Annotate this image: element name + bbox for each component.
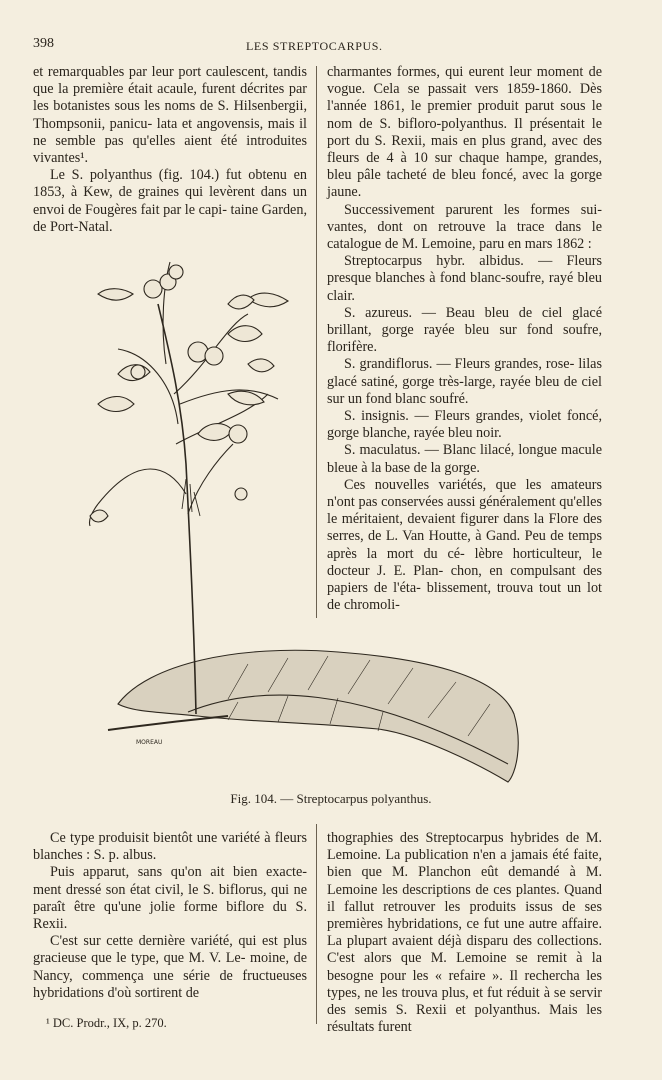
variety-entry: S. azureus. — Beau bleu de ciel glacé brillant, gorge rayée bleu sur fond soufre, florifère. xyxy=(327,304,602,356)
footnote: ¹ DC. Prodr., IX, p. 270. xyxy=(46,1016,167,1030)
page-number: 398 xyxy=(33,36,54,51)
column-left-bottom xyxy=(33,830,307,1002)
paragraph: et remarquables par leur port caulescent, tandis que la première était acaule, furent décrites par les botanistes sous les noms de S. Hilsenbergii, Thompsonii, panicu- lata et angovensis, mais il ne semble pas qu'elles aient été introduites vivantes¹. xyxy=(33,64,307,167)
variety-entry: S. maculatus. — Blanc lilacé, longue macule bleue à la base de la gorge. xyxy=(327,442,602,476)
running-head: LES STREPTOCARPUS. xyxy=(246,39,383,53)
paragraph: Le S. polyanthus (fig. 104.) fut obtenu en 1853, à Kew, de graines qui levèrent dans un envoi de Fougères fait par le capi- taine Garden, de Port-Natal. xyxy=(33,167,307,235)
paragraph: Successivement parurent les formes sui- vantes, dont on retrouve la trace dans le catalogue de M. Lemoine, paru en mars 1862 : xyxy=(327,201,602,253)
paragraph: C'est sur cette dernière variété, qui est plus gracieuse que le type, que M. V. Le- moine, de Nancy, commença une série de fructueuses hybridations d'où sortirent de xyxy=(33,933,307,1001)
variety-entry: Streptocarpus hybr. albidus. — Fleurs presque blanches à fond blanc-soufre, rayé bleu clair. xyxy=(327,253,602,304)
figure-caption: Fig. 104. — Streptocarpus polyanthus. xyxy=(230,791,432,806)
column-left-top xyxy=(33,64,307,236)
variety-entry: S. insignis. — Fleurs grandes, violet foncé, gorge blanche, rayée bleu noir. xyxy=(327,408,602,442)
column-divider xyxy=(316,824,317,1024)
paragraph: charmantes formes, qui eurent leur moment de vogue. Cela se passait vers 1859-1860. Dès l'année 1861, le premier produit parut sous le nom de S. bifloro-polyanthus. Il présentait le port du S. Rexii, mais en plus grand, avec des fleurs de 4 à 10 sur chaque hampe, grandes, bleu pâle tacheté de bleu foncé, avec la gorge jaune. xyxy=(327,64,602,201)
paragraph: thographies des Streptocarpus hybrides de M. Lemoine. La publication n'en a jamais été faite, bien que M. Planchon eût demandé à M. Lemoine les descriptions de ces plantes. Quand il fallut retrouver les produits issus de ses premières hybridations, ce fut une autre affaire. La plupart avaient déjà disparu des collections. C'est alors que M. Lemoine se remit à la besogne pour les « refaire ». Il rechercha les types, ne les trouva plus, et fut réduit à se servir des semis S. Rexii et polyanthus. Mais les résultats furent xyxy=(327,830,602,1036)
paragraph: Ce type produisit bientôt une variété à fleurs blanches : S. p. albus. xyxy=(33,830,307,864)
paragraph: Ces nouvelles variétés, que les amateurs n'ont pas conservées aussi généralement qu'elles le méritaient, devaient figurer dans la Flore des serres, de L. Van Houtte, à Gand. Peu de temps après la mort du cé- lèbre horticulteur, le docteur J. E. Plan- chon, en compulsant des papiers de l'éta- blissement, trouva tout un lot de chromoli- xyxy=(327,476,602,614)
paragraph: Puis apparut, sans qu'on ait bien exacte- ment dressé son état civil, le S. biflorus, qui ne paraît être qu'une jolie forme biflore du S. Rexii. xyxy=(33,864,307,933)
variety-entry: S. grandiflorus. — Fleurs grandes, rose- lilas glacé satiné, gorge très-large, rayée bleu de ciel sur un fond blanc soufré. xyxy=(327,356,602,407)
engraver-signature: MOREAU xyxy=(136,739,163,746)
plant-illustration xyxy=(78,244,523,784)
column-right-bottom xyxy=(327,830,602,1036)
